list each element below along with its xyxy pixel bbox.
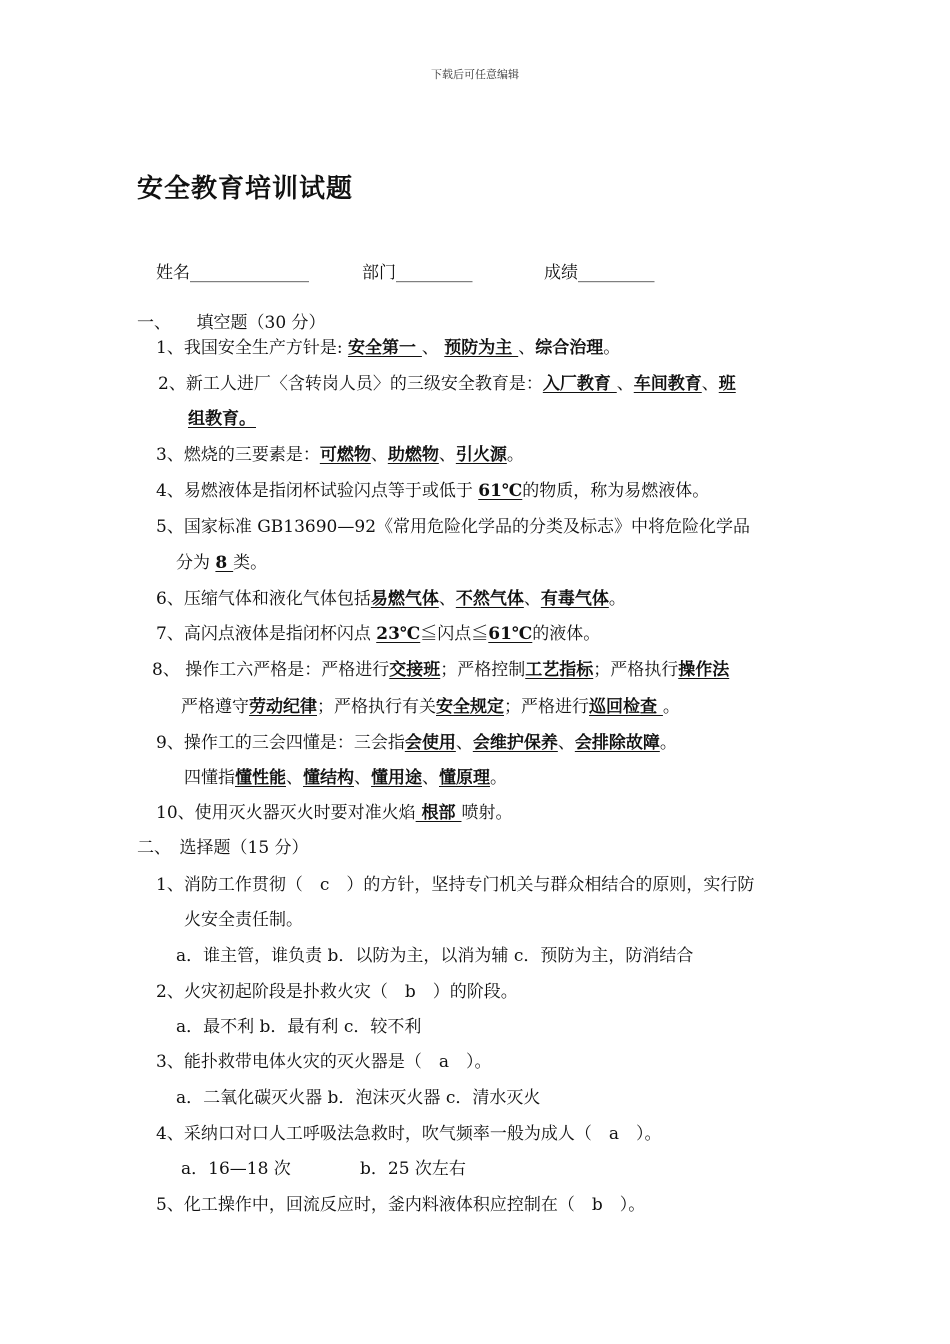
s2-q2: 2、火灾初起阶段是扑救火灾（ b ）的阶段。 [156, 982, 518, 1002]
s1-q4: 4、易燃液体是指闭杯试验闪点等于或低于 61℃的物质，称为易燃液体。 [156, 481, 710, 501]
s1-q5: 5、国家标准 GB13690—92《常用危险化学品的分类及标志》中将危险化学品 [156, 517, 751, 537]
s2-q4: 4、采纳口对口人工呼吸法急救时，吹气频率一般为成人（ a ）。 [156, 1124, 662, 1144]
s2-q1: 1、消防工作贯彻（ c ）的方针，坚持专门机关与群众相结合的原则，实行防 [156, 875, 755, 895]
s1-q9: 9、操作工的三会四懂是：三会指会使用、会维护保养、会排除故障。 [156, 733, 677, 753]
s1-q9-cont: 四懂指懂性能、懂结构、懂用途、懂原理。 [184, 768, 507, 788]
s1-q2-cont: 组教育。 [188, 409, 256, 429]
s2-q1-cont: 火安全责任制。 [184, 910, 303, 930]
header-note: 下载后可任意编辑 [431, 68, 519, 81]
s1-q3: 3、燃烧的三要素是：可燃物、助燃物、引火源。 [156, 445, 524, 465]
s1-q8-cont: 严格遵守劳动纪律；严格执行有关安全规定；严格进行巡回检查 。 [181, 697, 680, 717]
s1-q10: 10、使用灭火器灭火时要对准火焰 根部 喷射。 [156, 803, 513, 823]
s2-q5: 5、化工操作中，回流反应时，釜内料液体积应控制在（ b ）。 [156, 1195, 646, 1215]
s2-q4-option-b: b．25 次左右 [360, 1159, 466, 1179]
s1-q8: 8、 操作工六严格是：严格进行交接班；严格控制工艺指标；严格执行操作法 [152, 660, 730, 680]
s1-q6: 6、压缩气体和液化气体包括易燃气体、不然气体、有毒气体。 [156, 589, 626, 609]
s2-q1-options: a．谁主管，谁负责 b．以防为主，以消为辅 c．预防为主，防消结合 [176, 946, 694, 966]
score-field: 成绩_________ [544, 263, 655, 283]
s2-q3: 3、能扑救带电体火灾的灭火器是（ a ）。 [156, 1052, 492, 1072]
page-title: 安全教育培训试题 [137, 174, 354, 204]
s2-q3-options: a．二氧化碳灭火器 b．泡沫灭火器 c．清水灭火 [176, 1088, 541, 1108]
section2-heading: 二、 选择题（15 分） [137, 838, 309, 858]
s1-q2: 2、新工人进厂〈含转岗人员〉的三级安全教育是：入厂教育 、车间教育、班 [158, 374, 736, 394]
s1-q1: 1、我国安全生产方针是: 安全第一 、 预防为主 、综合治理。 [156, 338, 621, 358]
s2-q4-option-a: a．16—18 次 [181, 1159, 291, 1179]
s1-q5-cont: 分为 8 类。 [176, 553, 268, 573]
section1-heading: 一、 填空题（30 分） [137, 313, 326, 333]
s2-q2-options: a．最不利 b．最有利 c．较不利 [176, 1017, 422, 1037]
s1-q7: 7、高闪点液体是指闭杯闪点 23℃≦闪点≦61℃的液体。 [156, 624, 601, 644]
name-field: 姓名______________ [156, 263, 309, 283]
dept-field: 部门_________ [362, 263, 473, 283]
